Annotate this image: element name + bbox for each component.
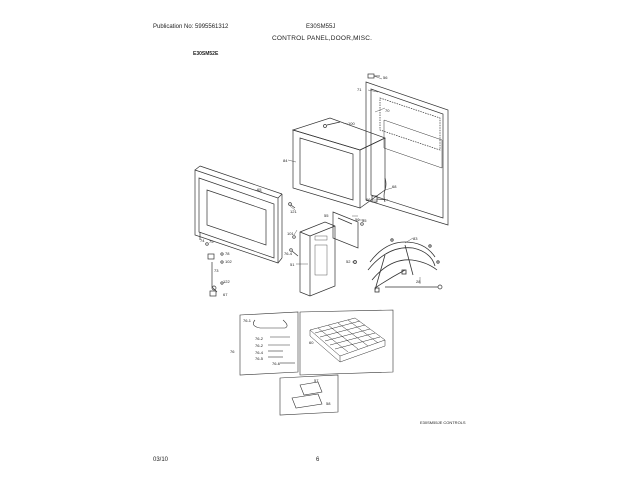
part-label-76-1: 76-1 bbox=[243, 318, 252, 323]
part-label-50: 50 bbox=[355, 217, 360, 222]
part-label-58: 58 bbox=[326, 401, 331, 406]
part-label-73: 73 bbox=[214, 268, 219, 273]
outer-door-part bbox=[195, 166, 282, 263]
part-label-74: 74 bbox=[200, 238, 205, 243]
part-label-52-top: 55 bbox=[324, 213, 329, 218]
page-title: CONTROL PANEL,DOOR,MISC. bbox=[272, 35, 373, 42]
footer-page-number: 6 bbox=[316, 457, 320, 463]
control-panel-part bbox=[300, 222, 335, 296]
part-label-76-6: 76-6 bbox=[272, 361, 281, 366]
part-label-55: 55 bbox=[362, 218, 367, 223]
part-label-51: 51 bbox=[290, 262, 295, 267]
hinge-part bbox=[368, 74, 374, 78]
part-label-76-2b: 76-2 bbox=[255, 343, 264, 348]
part-label-100: 100 bbox=[348, 121, 355, 126]
part-label-71: 71 bbox=[357, 87, 362, 92]
part-label-56: 56 bbox=[383, 75, 388, 80]
part-label-121: 121 bbox=[290, 209, 297, 214]
part-label-76-4: 76-4 bbox=[255, 350, 264, 355]
oven-rack-part bbox=[310, 318, 385, 362]
part-label-65: 65 bbox=[257, 187, 262, 192]
part-label-122: 122 bbox=[223, 279, 230, 284]
part-label-84: 84 bbox=[283, 158, 288, 163]
diagram-code: E30SM55JE CONTROLS bbox=[420, 420, 466, 425]
footer-date: 03/10 bbox=[153, 457, 169, 463]
part-label-76-4-upper: 76-4 bbox=[284, 251, 293, 256]
part-label-70: 70 bbox=[385, 108, 390, 113]
part-label-102: 102 bbox=[225, 259, 232, 264]
part-label-60: 60 bbox=[309, 340, 314, 345]
part-label-66: 66 bbox=[366, 197, 371, 202]
section-code: E30SM52E bbox=[193, 51, 219, 57]
part-label-83: 83 bbox=[413, 236, 418, 241]
part-label-28: 28 bbox=[416, 279, 421, 284]
part-label-78: 78 bbox=[225, 251, 230, 256]
wiring-harness-part bbox=[368, 239, 439, 292]
part-label-68: 68 bbox=[392, 184, 397, 189]
part-label-76-5: 76-5 bbox=[255, 356, 264, 361]
part-label-75: 75 bbox=[209, 239, 214, 244]
door-frame-part bbox=[366, 82, 448, 225]
literature-box-part bbox=[280, 375, 338, 415]
model-number: E30SM55J bbox=[306, 24, 336, 30]
part-label-52: 52 bbox=[346, 259, 351, 264]
part-label-76-2a: 76-2 bbox=[255, 336, 264, 341]
part-label-101: 101 bbox=[287, 231, 294, 236]
part-label-76: 76 bbox=[230, 349, 235, 354]
part-label-57: 57 bbox=[314, 378, 319, 383]
part-label-67: 67 bbox=[223, 292, 228, 297]
publication-number: Publication No: 5995561312 bbox=[153, 24, 229, 30]
